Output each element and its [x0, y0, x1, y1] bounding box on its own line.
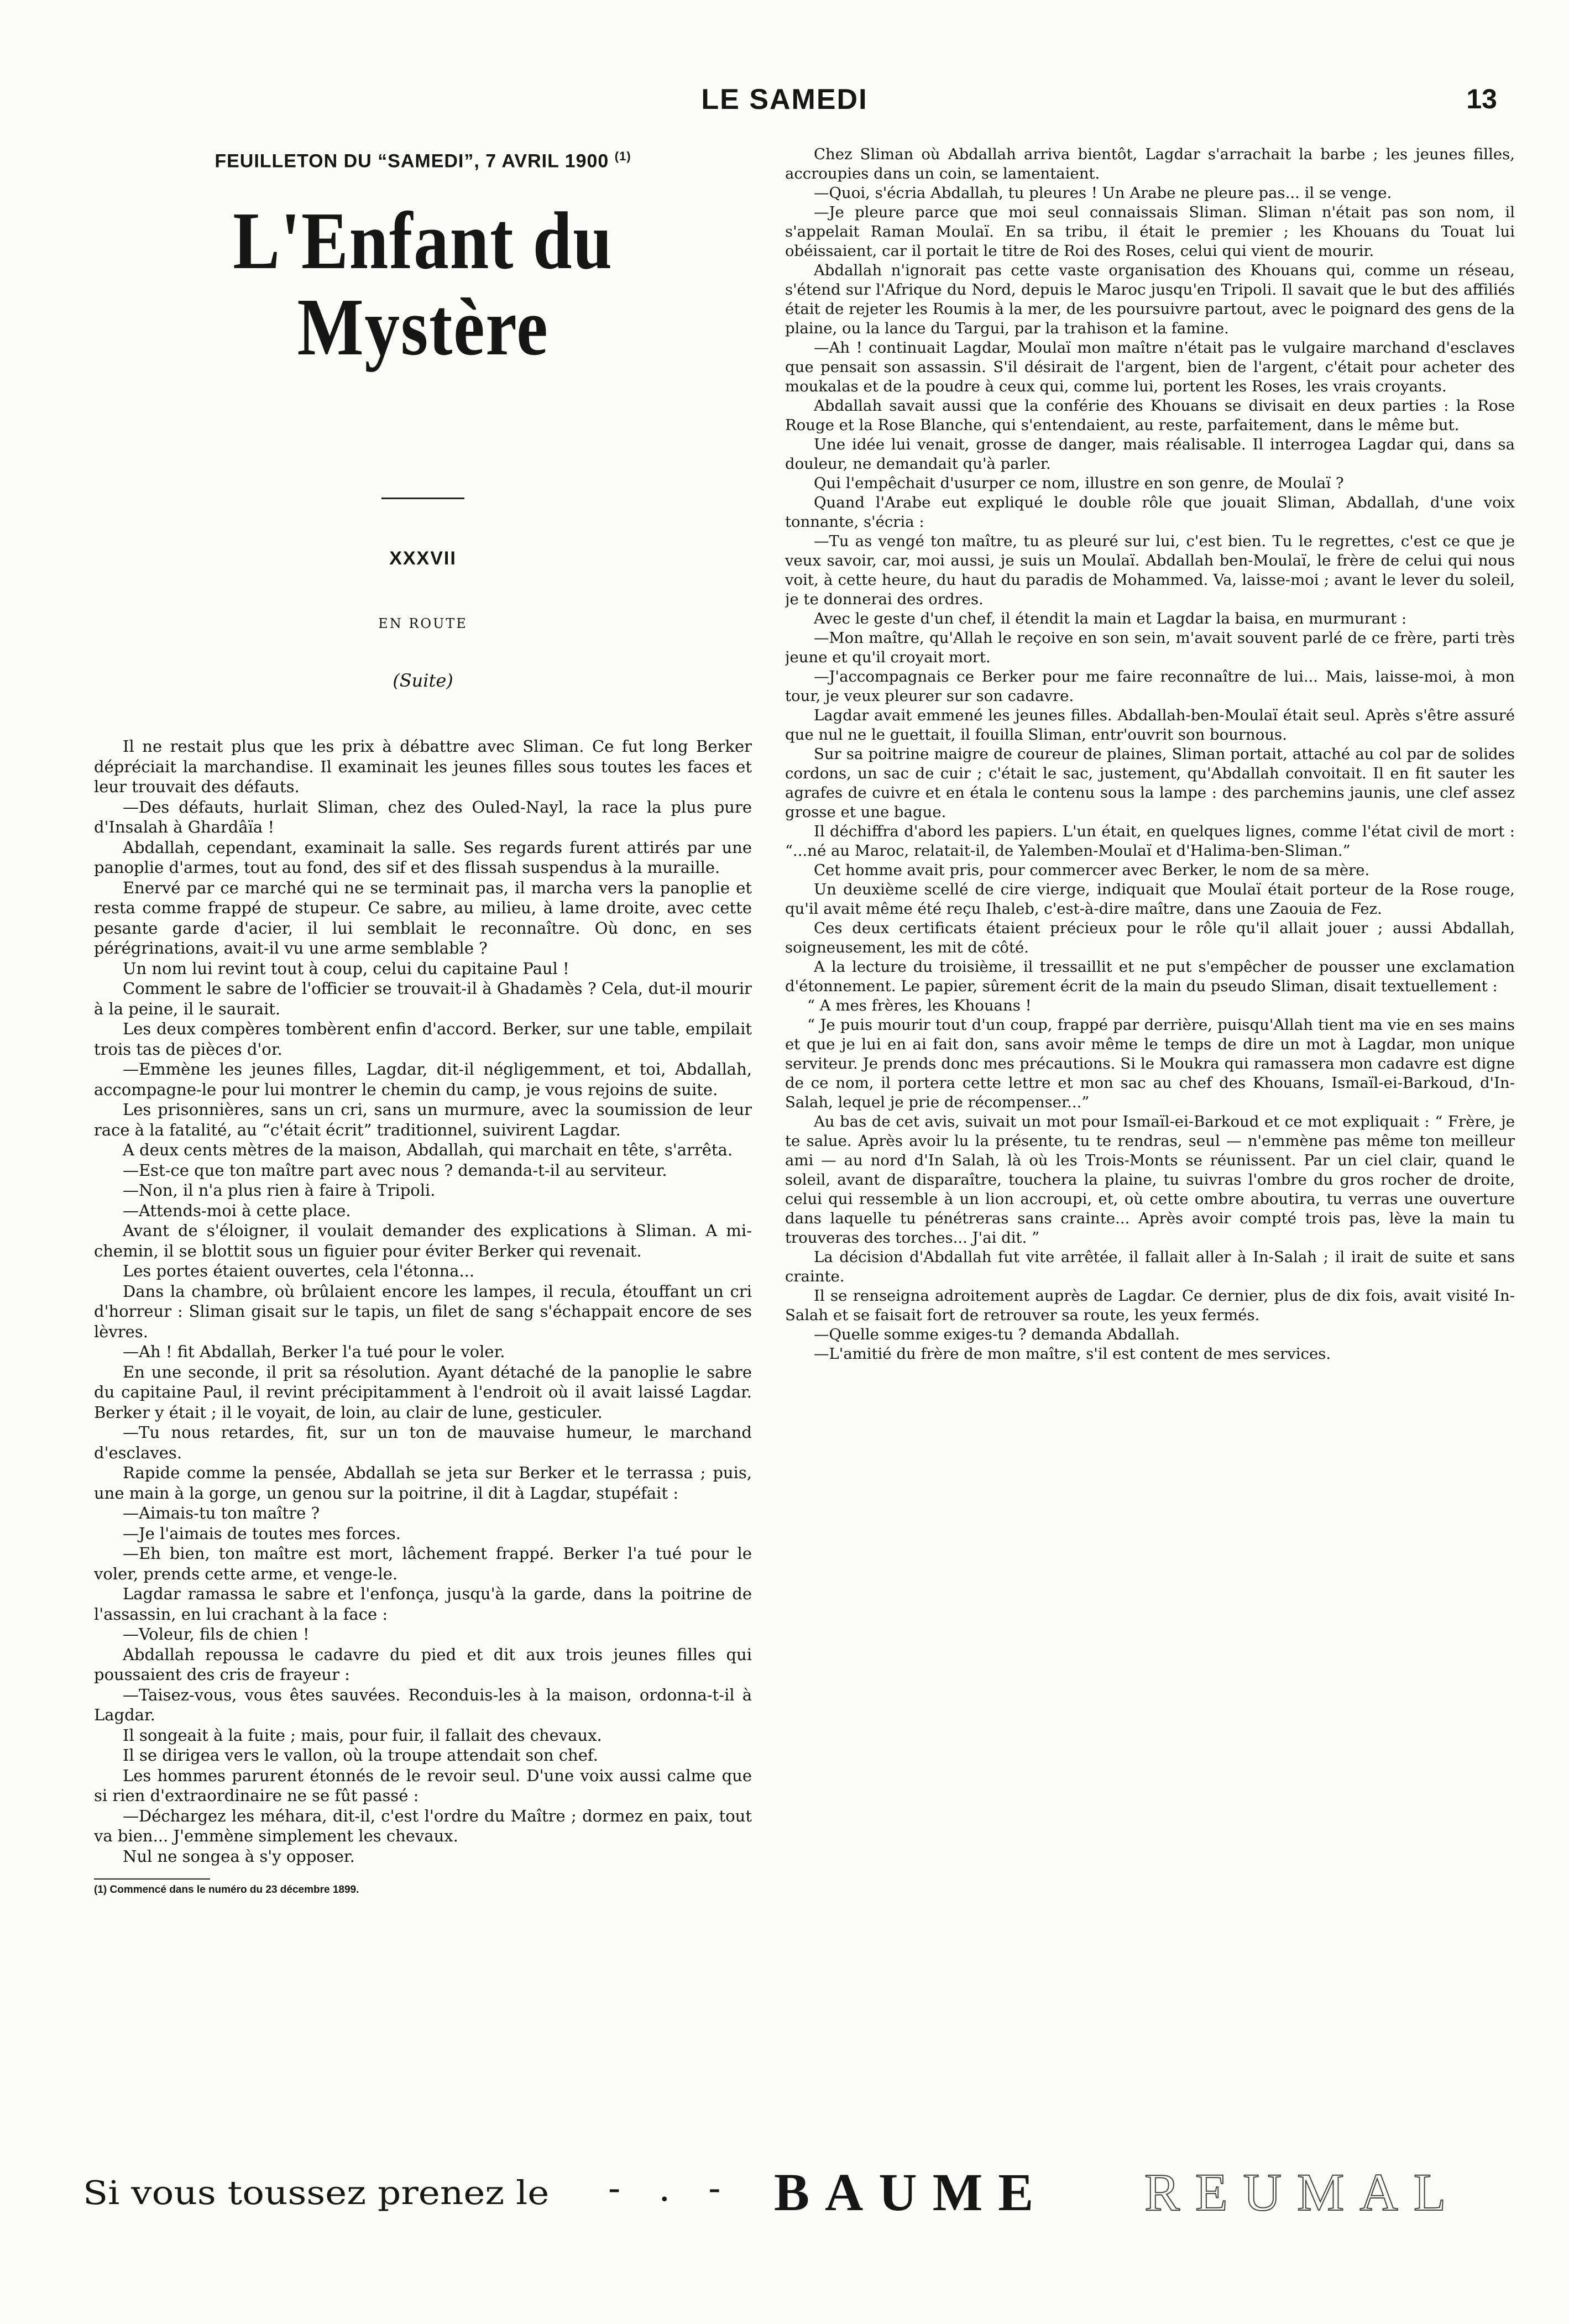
paragraph: Les deux compères tombèrent enfin d'accord. Berker, sur une table, empilait trois tas de pièces d'or. [94, 1019, 752, 1059]
paragraph: Abdallah, cependant, examinait la salle. Ses regards furent attirés par une panoplie d'armes, tout au fond, des sif et des flissah suspendus à la muraille. [94, 838, 752, 877]
continuation-note: (Suite) [393, 670, 453, 692]
paragraph: Abdallah savait aussi que la conférie des Khouans se divisait en deux parties : la Rose Rouge et la Rose Blanche, qui s'entendaient, au reste, parfaitement, dans le même but. [785, 397, 1515, 434]
paragraph: —Des défauts, hurlait Sliman, chez des Ouled-Nayl, la race la plus pure d'Insalah à Ghardâïa ! [94, 797, 752, 837]
paragraph: Il déchiffra d'abord les papiers. L'un était, en quelques lignes, comme l'état civil de mort : “...né au Maroc, relatait-il, de Yalemben-Moulaï et d'Halima-ben-Sliman.” [785, 823, 1515, 860]
paragraph: —Aimais-tu ton maître ? [123, 1504, 320, 1523]
paragraph: —Est-ce que ton maître part avec nous ? demanda-t-il au serviteur. [123, 1160, 667, 1180]
paragraph: —Ah ! continuait Lagdar, Moulaï mon maître n'était pas le vulgaire marchand d'esclaves que pensait son assassin. S'il désirait de l'argent, bien de l'argent, c'était pour acheter des moukalas et de la poudre à ceux qui, comme lui, portent les Roses, les vrais croyants. [785, 339, 1515, 395]
right-column-text [785, 145, 1515, 1364]
paragraph: Les portes étaient ouvertes, cela l'étonna... [123, 1262, 475, 1281]
paragraph: —Quelle somme exiges-tu ? demanda Abdallah. [814, 1326, 1180, 1343]
footnote: (1) Commencé dans le numéro du 23 décembre 1899. [94, 1884, 359, 1896]
paragraph: Une idée lui venait, grosse de danger, mais réalisable. Il interrogea Lagdar qui, dans sa douleur, ne demandait qu'à parler. [785, 436, 1515, 473]
paragraph: —Quoi, s'écria Abdallah, tu pleures ! Un Arabe ne pleure pas... il se venge. [814, 184, 1392, 202]
paragraph: Lagdar avait emmené les jeunes filles. Abdallah-ben-Moulaï était seul. Après s'être assuré que nul ne le guettait, il fouilla Sliman, entr'ouvrit son bournous. [785, 706, 1515, 744]
paragraph: —Ah ! fit Abdallah, Berker l'a tué pour le voler. [123, 1342, 505, 1362]
advert-banner [83, 2161, 1498, 2228]
paragraph: Chez Sliman où Abdallah arriva bientôt, Lagdar s'arrachait la barbe ; les jeunes filles, accroupies dans un coin, se lamentaient. [785, 145, 1515, 182]
paragraph: Il se dirigea vers le vallon, où la troupe attendait son chef. [123, 1746, 598, 1765]
paragraph: —Déchargez les méhara, dit-il, c'est l'ordre du Maître ; dormez en paix, tout va bien... J'emmène simplement les chevaux. [94, 1806, 752, 1846]
footnote-marker: (1) [614, 149, 631, 163]
paragraph: —Mon maître, qu'Allah le reçoive en son sein, m'avait souvent parlé de ce frère, parti très jeune et qu'il croyait mort. [785, 629, 1515, 666]
page-number: 13 [1466, 83, 1497, 114]
story-title: L'Enfant du Mystère [233, 196, 613, 373]
advert-dots: - . - [608, 2167, 734, 2210]
paragraph: Avant de s'éloigner, il voulait demander des explications à Sliman. A mi-chemin, il se blottit sous un figuier pour éviter Berker qui revenait. [94, 1221, 752, 1260]
paragraph: Comment le sabre de l'officier se trouvait-il à Ghadamès ? Cela, dut-il mourir à la peine, il le saurait. [94, 979, 752, 1018]
journal-name: LE SAMEDI [701, 83, 868, 116]
feuilleton-line [94, 149, 752, 172]
paragraph: Ces deux certificats étaient précieux pour le rôle qu'il allait jouer ; aussi Abdallah, soigneusement, les mit de côté. [785, 919, 1515, 956]
paragraph: Rapide comme la pensée, Abdallah se jeta sur Berker et le terrassa ; puis, une main à la gorge, un genou sur la poitrine, il dit à Lagdar, stupéfait : [94, 1463, 752, 1503]
paragraph: Un deuxième scellé de cire vierge, indiquait que Moulaï était porteur de la Rose rouge, qu'il avait même été reçu Ihaleb, c'est-à-dire maître, dans une Zaouia de Fez. [785, 881, 1515, 918]
paragraph: A la lecture du troisième, il tressaillit et ne put s'empêcher de pousser une exclamation d'étonnement. Le papier, sûrement écrit de la main du pseudo Sliman, disait textuellement : [785, 958, 1515, 995]
title-rule [381, 498, 464, 499]
paragraph: —Tu nous retardes, fit, sur un ton de mauvaise humeur, le marchand d'esclaves. [94, 1423, 752, 1462]
paragraph: —Eh bien, ton maître est mort, lâchement frappé. Berker l'a tué pour le voler, prends cette arme, et venge-le. [94, 1544, 752, 1583]
paragraph: —Je l'aimais de toutes mes forces. [123, 1524, 401, 1543]
paragraph: Il se renseigna adroitement auprès de Lagdar. Ce dernier, plus de dix fois, avait visité In-Salah et se faisait fort de retrouver sa route, les yeux fermés. [785, 1287, 1515, 1324]
paragraph: —Voleur, fils de chien ! [123, 1625, 310, 1644]
advert-lead: Si vous toussez prenez le [83, 2173, 550, 2212]
advert-product-name: BAUME [774, 2163, 1049, 2222]
paragraph: Qui l'empêchait d'usurper ce nom, illustre en son genre, de Moulaï ? [814, 474, 1344, 492]
paragraph: Dans la chambre, où brûlaient encore les lampes, il recula, étouffant un cri d'horreur : Sliman gisait sur le tapis, un filet de sang s'échappait encore de ses lèvres. [94, 1281, 752, 1341]
paragraph: Un nom lui revint tout à coup, celui du capitaine Paul ! [123, 959, 569, 978]
paragraph: —Non, il n'a plus rien à faire à Tripoli. [123, 1181, 436, 1200]
paragraph: “ Je puis mourir tout d'un coup, frappé par derrière, puisqu'Allah tient ma vie en ses mains et que je lui en ai fait don, sans avoir même le temps de dire un mot à Lagdar, mon unique serviteur. Je prends donc mes précautions. Si le Moukra qui ramassera mon cadavre est digne de ce nom, il portera cette lettre et mon sac au chef des Khouans, Ismaïl-ei-Barkoud, d'In-Salah, lequel je prie de récompenser...” [785, 1016, 1515, 1111]
paragraph: Il songeait à la fuite ; mais, pour fuir, il fallait des chevaux. [123, 1725, 602, 1745]
paragraph: Enervé par ce marché qui ne se terminait pas, il marcha vers la panoplie et resta comme frappé de stupeur. Ce sabre, au milieu, à lame droite, avec cette pesante garde d'acier, il lui semblait le reconnaître. Où donc, en ses pérégrinations, avait-il vu une arme semblable ? [94, 878, 752, 958]
paragraph: Quand l'Arabe eut expliqué le double rôle que jouait Sliman, Abdallah, d'une voix tonnante, s'écria : [785, 494, 1515, 531]
paragraph: La décision d'Abdallah fut vite arrêtée, il fallait aller à In-Salah ; il irait de suite et sans crainte. [785, 1248, 1515, 1285]
chapter-number: XXXVII [389, 548, 457, 569]
paragraph: Avec le geste d'un chef, il étendit la main et Lagdar la baisa, en murmurant : [814, 610, 1407, 627]
paragraph: —L'amitié du frère de mon maître, s'il est content de mes services. [814, 1345, 1331, 1363]
paragraph: Cet homme avait pris, pour commercer avec Berker, le nom de sa mère. [814, 861, 1370, 879]
paragraph: En une seconde, il prit sa résolution. Ayant détaché de la panoplie le sabre du capitaine Paul, il revint précipitamment à l'endroit où il avait laissé Lagdar. Berker y était ; il le voyait, de loin, au clair de lune, gesticuler. [94, 1362, 752, 1422]
paragraph: A deux cents mètres de la maison, Abdallah, qui marchait en tête, s'arrêta. [123, 1140, 733, 1160]
chapter-heading: EN ROUTE [378, 616, 468, 632]
paragraph: —Taisez-vous, vous êtes sauvées. Reconduis-les à la maison, ordonna-t-il à Lagdar. [94, 1685, 752, 1725]
paragraph: —Emmène les jeunes filles, Lagdar, dit-il négligemment, et toi, Abdallah, accompagne-le pour lui montrer le chemin du camp, je vous rejoins de suite. [94, 1060, 752, 1099]
paragraph: Sur sa poitrine maigre de coureur de plaines, Sliman portait, attaché au col par de solides cordons, un sac de cuir ; c'était le sac, justement, qu'Abdallah convoitait. Il en fit sauter les agrafes de cuivre et en étala le contenu sous la lampe : des parchemins jaunis, une clef assez grosse et une bague. [785, 745, 1515, 821]
paragraph: Les hommes parurent étonnés de le revoir seul. D'une voix aussi calme que si rien d'extraordinaire ne se fût passé : [94, 1766, 752, 1805]
paragraph: Nul ne songea à s'y opposer. [123, 1846, 355, 1866]
running-head [0, 83, 1569, 122]
footnote-rule [94, 1878, 210, 1880]
paragraph: “ A mes frères, les Khouans ! [807, 997, 1032, 1014]
paragraph: Les prisonnières, sans un cri, sans un murmure, avec la soumission de leur race à la fatalité, au “c'était écrit” traditionnel, suivirent Lagdar. [94, 1100, 752, 1139]
feuilleton-date: FEUILLETON DU “SAMEDI”, 7 AVRIL 1900 [215, 150, 609, 172]
paragraph: Lagdar ramassa le sabre et l'enfonça, jusqu'à la garde, dans la poitrine de l'assassin, en lui crachant à la face : [94, 1584, 752, 1624]
advert-product-name-faded: REUMAL [1144, 2163, 1462, 2222]
paragraph: Abdallah n'ignorait pas cette vaste organisation des Khouans qui, comme un réseau, s'étend sur l'Afrique du Nord, depuis le Maroc jusqu'en Tripoli. Il savait que le but des affiliés était de rejeter les Roumis à la mer, de les poursuivre partout, avec le poignard des gens de la plaine, ou la lance du Targui, par la trahison et la famine. [785, 261, 1515, 337]
left-column-text [94, 736, 752, 1866]
paragraph: —Tu as vengé ton maître, tu as pleuré sur lui, c'est bien. Tu le regrettes, c'est ce que je veux savoir, car, moi aussi, je suis un Moulaï. Abdallah ben-Moulaï, le frère de celui qui nous voit, à cette heure, du haut du paradis de Mohammed. Va, laisse-moi ; avant le lever du soleil, je te donnerai des ordres. [785, 532, 1515, 608]
left-column [94, 149, 752, 2125]
paragraph: Abdallah repoussa le cadavre du pied et dit aux trois jeunes filles qui poussaient des cris de frayeur : [94, 1645, 752, 1684]
paragraph: Au bas de cet avis, suivait un mot pour Ismaïl-ei-Barkoud et ce mot expliquait : “ Frère, je te salue. Après avoir lu la présente, tu te rendras, seul — n'emmène pas même ton meilleur ami — au nord d'In Salah, là où les Trois-Monts se réunissent. Par un ciel clair, quand le soleil, avant de disparaître, touchera la plaine, tu suivras l'ombre du gros rocher de droite, celui qui ressemble à un lion accroupi, et, où cette ombre aboutira, tu verras une ouverture dans laquelle tu pénétreras sans crainte... Après avoir compté trois pas, lève la main tu trouveras des torches... J'ai dit. ” [785, 1113, 1515, 1247]
paragraph: —Je pleure parce que moi seul connaissais Sliman. Sliman n'était pas son nom, il s'appelait Raman Moulaï. En sa tribu, il était le premier ; les Khouans du Touat lui obéissaient, car il portait le titre de Roi des Roses, celui qui vient de mourir. [785, 203, 1515, 260]
paragraph: —J'accompagnais ce Berker pour me faire reconnaître de lui... Mais, laisse-moi, à mon tour, je veux pleurer sur son cadavre. [785, 668, 1515, 705]
paragraph: —Attends-moi à cette place. [123, 1201, 351, 1220]
right-column [785, 145, 1515, 2125]
paragraph: Il ne restait plus que les prix à débattre avec Sliman. Ce fut long Berker dépréciait la marchandise. Il examinait les jeunes filles sous toutes les faces et leur trouvait des défauts. [94, 737, 752, 797]
